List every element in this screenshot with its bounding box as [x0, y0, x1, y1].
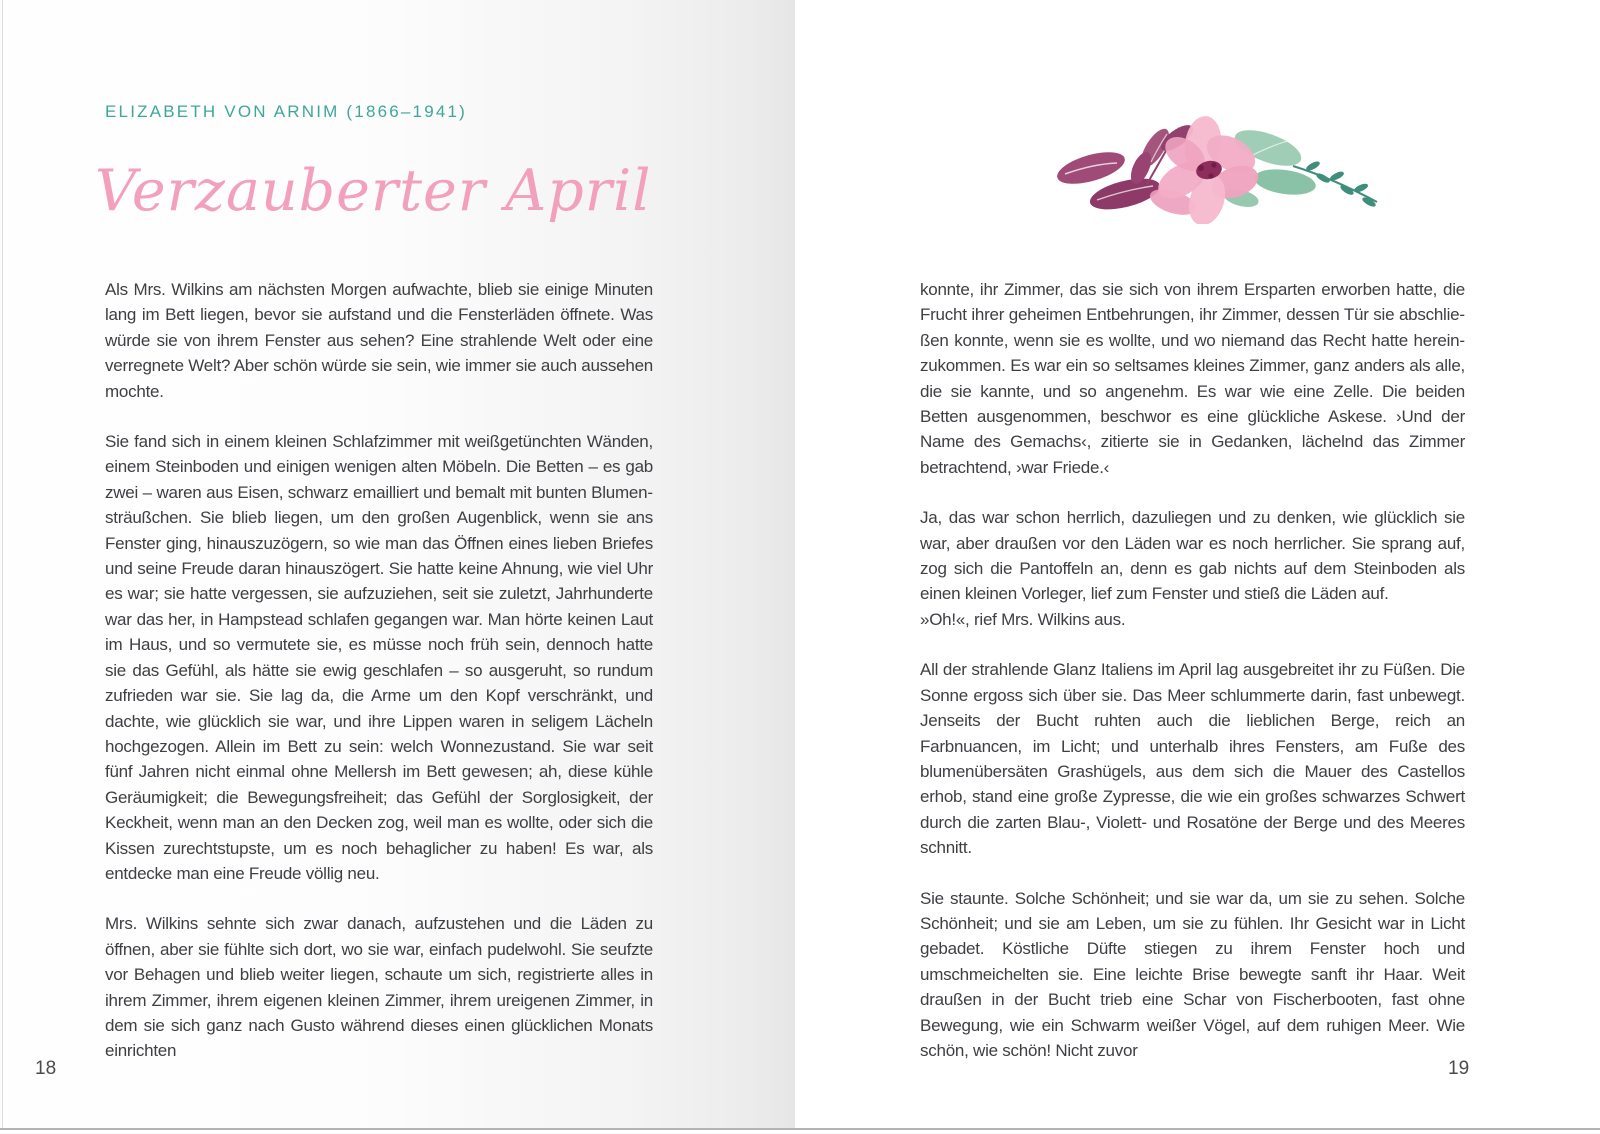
paragraph: Mrs. Wilkins sehnte sich zwar danach, aufzustehen und die Läden zu öffnen, aber sie fühlte sich dort, wo sie war, einfach pudelwohl. Sie seufzte vor Behagen und blieb weiter liegen, schaute um sich, registrierte alles in ihrem Zimmer, ihrem eigenen kleinen Zimmer, ihrem ureigenen Zimmer, in dem sie sich ganz nach Gusto während dieses einen glücklichen Monats einrichten — [105, 914, 653, 1061]
paragraph: All der strahlende Glanz Italiens im April lag ausgebreitet ihr zu Füßen. Die Sonne ergoss sich über sie. Das Meer schlummerte darin, fast unbewegt. Jenseits der Bucht ruhten auch die lieblichen Berge, reich an Farbnuancen, im Licht; und unterhalb ihres Fensters, am Fuße des blumenübersäten Grashügels, aus dem sich die Mauer des Castellos erhob, stand eine große Zypresse, die wie ein großes schwarzes Schwert durch die zarten Blau-, Violett- und Rosatöne der Berge und des Meeres schnitt. — [920, 660, 1465, 858]
flower-illustration-icon — [1051, 108, 1381, 224]
paragraph: Ja, das war schon herrlich, dazuliegen und zu denken, wie glücklich sie war, aber draußen vor den Läden war es noch herrlicher. Sie sprang auf, zog sich die Pantoffeln an, denn es gab nichts auf dem Steinboden als einen kleinen Vorleger, lief zum Fenster und stieß die Läden auf. — [920, 508, 1465, 604]
chapter-title: Verzauberter April — [95, 158, 652, 224]
left-page — [0, 0, 795, 1128]
page-bottom-edge — [0, 1128, 1600, 1130]
page-number-left: 18 — [35, 1058, 57, 1079]
page-number-right: 19 — [1448, 1058, 1470, 1079]
paragraph: konnte, ihr Zimmer, das sie sich von ihrem Ersparten erworben hatte, die Frucht ihrer geheimen Entbehrungen, ihr Zimmer, dessen Tür sie abschließen konnte, wenn sie es wollte, und wo niemand das Recht hatte hereinzukommen. Es war ein so seltsames kleines Zimmer, ganz anders als alle, die sie kannte, und so angenehm. Es war wie eine Zelle. Die beiden Betten ausgenommen, beschwor es eine glückliche Askese. ›Und der Name des Gemachs‹, zitierte sie in Gedanken, lächelnd das Zimmer betrachtend, ›war Friede.‹ — [920, 280, 1465, 477]
author-header: ELIZABETH VON ARNIM (1866–1941) — [105, 102, 468, 121]
paragraph: Sie fand sich in einem kleinen Schlafzimmer mit weißgetünchten Wänden, einem Steinboden und einigen wenigen alten Möbeln. Die Betten – es gab zwei – waren aus Eisen, schwarz emailliert und bemalt mit bunten Blumensträußchen. Sie blieb liegen, um den großen Augenblick, wenn sie ans Fenster ging, hinauszuzögern, so wie man das Öffnen eines lieben Briefes und seine Freude daran hinauszögert. Sie hatte keine Ahnung, wie viel Uhr es war; sie hatte vergessen, sie aufzuziehen, seit sie zuletzt, Jahrhunderte war das her, in Hampstead schlafen gegangen war. Man hörte keinen Laut im Haus, und so vermutete sie, es müsse noch früh sein, dennoch hatte sie das Gefühl, als hätte sie ewig geschlafen – so ausgeruht, so rundum zufrieden war sie. Sie lag da, die Arme um den Kopf verschränkt, und dachte, wie glücklich sie war, und ihre Lippen waren in seligem Lächeln hochgezogen. Allein im Bett zu sein: welch Wonnezustand. Sie war seit fünf Jahren nicht einmal ohne Mellersh im Bett gewesen; ah, diese kühle Geräumigkeit; die Bewegungsfreiheit; das Gefühl der Sorglosigkeit, der Keckheit, wenn man an den Decken zog, weil man es wollte, oder sich die Kissen zurechtstupste, um es noch behaglicher zu haben! Es war, als entdecke man eine Freude völlig neu. — [105, 432, 653, 883]
left-text-column — [105, 277, 653, 1064]
paragraph-dialogue-line: »Oh!«, rief Mrs. Wilkins aus. — [920, 609, 1126, 629]
paragraph: Als Mrs. Wilkins am nächsten Morgen aufwachte, blieb sie einige Minuten lang im Bett liegen, bevor sie aufstand und die Fensterläden öffnete. Was würde sie von ihrem Fenster aus sehen? Eine strahlende Welt oder eine verregnete Welt? Aber schön würde sie sein, wie immer sie auch aussehen mochte. — [105, 280, 653, 401]
paragraph: Sie staunte. Solche Schönheit; und sie war da, um sie zu sehen. Solche Schönheit; und sie am Leben, um sie zu fühlen. Ihr Gesicht war in Licht gebadet. Köstliche Düfte stiegen zu ihrem Fenster hoch und umschmeichelten sie. Eine leichte Brise bewegte sanft ihr Haar. Weit draußen in der Bucht trieb eine Schar von Fischerbooten, fast ohne Bewegung, wie ein Schwarm weißer Vögel, auf dem ruhigen Meer. Wie schön, wie schön! Nicht zuvor — [920, 888, 1465, 1060]
right-text-column — [920, 277, 1465, 1063]
right-page — [795, 0, 1600, 1128]
